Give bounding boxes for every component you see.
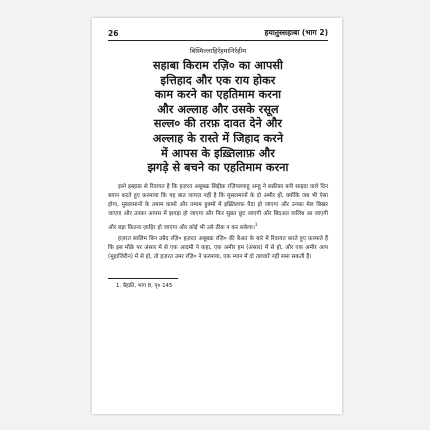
heading-line: झगड़े से बचने का एहतिमाम करना [147, 161, 289, 175]
basmala: बिस्मिल्लाहिर्रहमानिर्रहीम [189, 47, 247, 55]
footnote-marker: 1 [254, 221, 258, 227]
heading-line: काम करने का एहतिमाम करना [154, 88, 282, 102]
paragraph: हज़रत सालिम बिन उबैद रज़ि० हज़रत अबूबक्र रज़ि० की बैअत के बारे में रिवायत करते हुए फ़रमाते हैं कि इस मौक़े पर अंसार में से एक आदमी ने कहा, एक अमीर हम (अंसार) में से हो, और एक अमीर आप (मुहाजिरीन) में से हो, तो हज़रत उमर रज़ि० ने फ़रमाया, एक म्यान में दो तलवारें नहीं समा सकती हैं। [108, 235, 328, 261]
page-header [108, 28, 328, 41]
footnote: 1. बैहक़ी, भाग 8, पृ० 145 [116, 283, 173, 290]
heading-line: में आपस के इख़्तिलाफ़ और [161, 146, 275, 160]
footnote-divider [108, 278, 178, 279]
paragraph: इब्ने इस्हाक़ से रिवायत है कि हज़रत अबूबक्र सिद्दीक़ रज़ियल्लाहु अन्हु ने सक़ीफ़ा बनी साइदा वाले दिन बयान करते हुए फ़रमाया कि यह बात जायज़ नहीं है कि मुसलमानों के दो अमीर हों, क्योंकि जब भी ऐसा होगा, मुसलमानों के तमाम कामों और तमाम हुक्मों में इख़्तिलाफ़ पैदा हो जाएगा और उनका मेल बिखर जाएगा और उनका आपस में झगड़ा हो जाएगा और फिर सुन्नत छूट जाएगी और बिदअत ग़ालिब आ जाएगी और बड़ा फ़ितना ज़ाहिर हो जाएगा और कोई भी उसे ठीक न कर सकेगा।$^1$ [108, 183, 328, 231]
heading-line: इत्तिहाद और एक राय होकर [160, 73, 276, 87]
book-title: हयातुस्सहाबा (भाग 2) [264, 28, 328, 37]
heading-line: और अल्लाह और उसके रसूल [157, 102, 279, 116]
page-number: 26 [108, 29, 119, 38]
chapter-heading [108, 59, 328, 176]
book-page [92, 18, 342, 414]
heading-line: अल्लाह के रास्ते में जिहाद करने [152, 131, 284, 145]
heading-line: सहाबा किराम रज़ि० का आपसी [153, 59, 283, 72]
heading-line: सल्ल० की तरफ़ दावत देने और [153, 117, 283, 131]
body-text [108, 183, 328, 263]
